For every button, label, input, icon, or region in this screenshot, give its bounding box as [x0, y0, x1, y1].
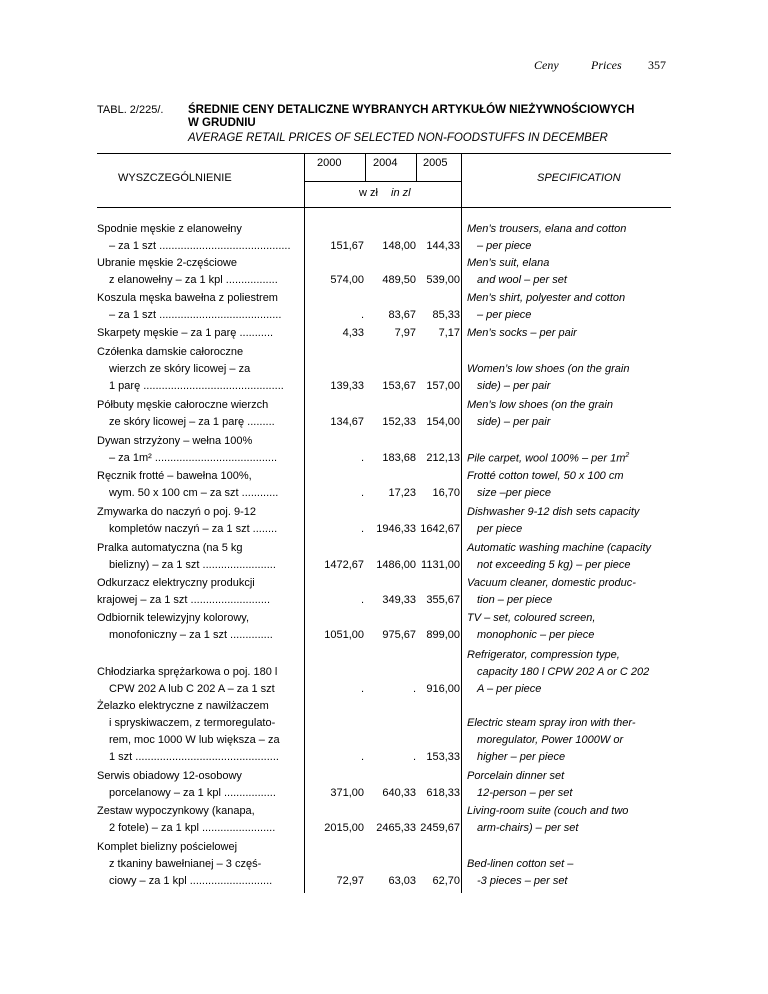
row-1-value-2004: 148,00 [382, 240, 416, 252]
row-12-en-line2: monophonic – per piece [477, 629, 595, 641]
row-16-en-line1: Living-room suite (couch and two [467, 805, 629, 817]
row-2-en-line1: Men’s suit, elana [467, 257, 550, 269]
column-header-en: SPECIFICATION [537, 172, 621, 184]
row-5-value-2005: 157,00 [426, 380, 460, 392]
header-mid-rule [304, 181, 461, 182]
row-1-en-line2: – per piece [477, 240, 532, 252]
row-7-en-superscript: 2 [625, 452, 630, 459]
row-9-en-line2: per piece [477, 523, 523, 535]
row-2-value-2000: 574,00 [330, 274, 364, 286]
row-17-value-2004: 63,03 [388, 875, 416, 887]
row-5-en-line2: side) – per pair [477, 380, 551, 392]
row-4-value-2005: 7,17 [438, 327, 460, 339]
row-11-value-2005: 355,67 [426, 594, 460, 606]
row-4-value-2004: 7,97 [394, 327, 416, 339]
col-divider-2-header [365, 153, 366, 181]
row-15-pl-line2: porcelanowy – za 1 kpl ................. [109, 787, 276, 799]
row-7-value-2005: 212,13 [426, 452, 460, 464]
row-13-en-line1: Refrigerator, compression type, [467, 649, 620, 661]
row-14-value-2000: . [360, 751, 364, 763]
row-8-value-2005: 16,70 [432, 487, 460, 499]
table-title-pl-line2: W GRUDNIU [188, 117, 256, 129]
year-2005-header: 2005 [423, 157, 448, 169]
unit-label-en: in zl [391, 187, 411, 199]
row-10-en-line2: not exceeding 5 kg) – per piece [477, 559, 631, 571]
row-6-en-line1: Men’s low shoes (on the grain [467, 399, 613, 411]
row-12-value-2005: 899,00 [426, 629, 460, 641]
row-10-value-2000: 1472,67 [324, 559, 364, 571]
row-16-value-2005: 2459,67 [420, 822, 460, 834]
row-2-value-2005: 539,00 [426, 274, 460, 286]
row-16-value-2004: 2465,33 [376, 822, 416, 834]
row-17-pl-line1: Komplet bielizny pościelowej [97, 841, 238, 853]
row-12-pl-line1: Odbiornik telewizyjny kolorowy, [97, 612, 250, 624]
row-13-pl-line2: CPW 202 A lub C 202 A – za 1 szt [109, 683, 275, 695]
row-11-value-2000: . [360, 594, 364, 606]
row-7-pl-line2: – za 1m² ........................................ [109, 452, 278, 464]
row-8-value-2000: . [360, 487, 364, 499]
row-7-en-text: Pile carpet, wool 100% – per 1m [467, 452, 626, 465]
row-14-pl-line3: rem, moc 1000 W lub większa – za [109, 734, 280, 746]
row-1-pl-line2: – za 1 szt ........................................... [109, 240, 291, 252]
row-13-value-2004: . [412, 683, 416, 695]
row-9-pl-line2: kompletów naczyń – za 1 szt ........ [109, 523, 278, 535]
page-number: 357 [648, 58, 666, 72]
table-title-pl-line1: ŚREDNIE CENY DETALICZNE WYBRANYCH ARTYKUŁÓW NIEŻYWNOŚCIOWYCH [188, 104, 635, 116]
row-14-value-2004: . [412, 751, 416, 763]
row-5-pl-line1: Czółenka damskie całoroczne [97, 346, 244, 358]
row-13-value-2005: 916,00 [426, 683, 460, 695]
row-15-en-line2: 12-person – per set [477, 787, 573, 799]
row-5-pl-line2: wierzch ze skóry licowej – za [109, 363, 251, 375]
col-divider-4 [461, 153, 462, 893]
row-2-en-line2: and wool – per set [477, 274, 567, 286]
row-5-value-2000: 139,33 [330, 380, 364, 392]
row-14-pl-line2: i spryskiwaczem, z termoregulato- [109, 717, 276, 729]
row-10-value-2004: 1486,00 [376, 559, 416, 571]
row-11-en-line2: tion – per piece [477, 594, 553, 606]
row-17-en-line2: -3 pieces – per set [477, 875, 568, 887]
row-3-value-2000: . [360, 309, 364, 321]
row-7-value-2004: 183,68 [382, 452, 416, 464]
row-7-pl-line1: Dywan strzyżony – wełna 100% [97, 435, 253, 447]
row-17-pl-line2: z tkaniny bawełnianej – 3 częś- [109, 858, 262, 870]
row-8-pl-line2: wym. 50 x 100 cm – za szt ............ [109, 487, 279, 499]
header-top-rule [97, 153, 671, 154]
row-9-value-2000: . [360, 523, 364, 535]
row-13-en-line2: capacity 180 l CPW 202 A or C 202 [477, 666, 650, 678]
column-header-pl: WYSZCZEGÓLNIENIE [118, 172, 232, 184]
row-5-value-2004: 153,67 [382, 380, 416, 392]
row-1-en-line1: Men’s trousers, elana and cotton [467, 223, 627, 235]
row-12-value-2000: 1051,00 [324, 629, 364, 641]
table-id: TABL. 2/225/. [97, 104, 164, 116]
running-header-en: Prices [591, 58, 622, 72]
row-17-en-line1: Bed-linen cotton set – [467, 858, 574, 870]
row-8-pl-line1: Ręcznik frotté – bawełna 100%, [97, 470, 252, 482]
row-15-en-line1: Porcelain dinner set [467, 770, 565, 782]
row-7-en-line1 [467, 452, 629, 465]
row-1-value-2000: 151,67 [330, 240, 364, 252]
row-9-pl-line1: Zmywarka do naczyń o poj. 9-12 [97, 506, 256, 518]
unit-label-pl: w zł [359, 187, 378, 199]
row-10-value-2005: 1131,00 [421, 559, 460, 571]
row-13-pl-line1: Chłodziarka sprężarkowa o poj. 180 l [97, 666, 278, 678]
row-8-en-line1: Frotté cotton towel, 50 x 100 cm [467, 470, 624, 482]
row-6-pl-line2: ze skóry licowej – za 1 parę ......... [109, 416, 275, 428]
row-3-value-2005: 85,33 [432, 309, 460, 321]
row-17-value-2005: 62,70 [432, 875, 460, 887]
row-12-pl-line2: monofoniczny – za 1 szt .............. [109, 629, 273, 641]
row-7-value-2000: . [360, 452, 364, 464]
row-15-value-2004: 640,33 [382, 787, 416, 799]
row-9-value-2005: 1642,67 [420, 523, 460, 535]
row-8-value-2004: 17,23 [388, 487, 416, 499]
row-11-pl-line2: krajowej – za 1 szt .......................... [97, 594, 270, 606]
row-14-en-line3: higher – per piece [477, 751, 566, 763]
row-1-value-2005: 144,33 [426, 240, 460, 252]
row-4-value-2000: 4,33 [342, 327, 364, 339]
table-title-en: AVERAGE RETAIL PRICES OF SELECTED NON-FOODSTUFFS IN DECEMBER [188, 132, 608, 144]
row-10-pl-line1: Pralka automatyczna (na 5 kg [97, 542, 243, 554]
row-16-value-2000: 2015,00 [324, 822, 364, 834]
row-5-pl-line3: 1 parę .............................................. [109, 380, 284, 392]
row-3-en-line1: Men’s shirt, polyester and cotton [467, 292, 626, 304]
row-3-value-2004: 83,67 [388, 309, 416, 321]
row-14-en-line2: moregulator, Power 1000W or [477, 734, 624, 746]
running-header-pl: Ceny [534, 58, 559, 72]
row-9-en-line1: Dishwasher 9-12 dish sets capacity [467, 506, 640, 518]
row-4-en-line1: Men’s socks – per pair [467, 327, 577, 339]
row-15-value-2000: 371,00 [330, 787, 364, 799]
row-8-en-line2: size –per piece [477, 487, 551, 499]
col-divider-3-header [416, 153, 417, 181]
year-2000-header: 2000 [317, 157, 342, 169]
row-16-pl-line1: Zestaw wypoczynkowy (kanapa, [97, 805, 255, 817]
row-17-value-2000: 72,97 [336, 875, 364, 887]
row-5-en-line1: Women’s low shoes (on the grain [467, 363, 630, 375]
row-4-pl-line1: Skarpety męskie – za 1 parę ........... [97, 327, 274, 339]
row-14-pl-line1: Żelazko elektryczne z nawilżaczem [97, 700, 269, 712]
row-10-pl-line2: bielizny) – za 1 szt ........................ [109, 559, 276, 571]
row-6-value-2004: 152,33 [382, 416, 416, 428]
row-14-en-line1: Electric steam spray iron with ther- [467, 717, 636, 729]
row-6-value-2005: 154,00 [426, 416, 460, 428]
year-2004-header: 2004 [373, 157, 398, 169]
row-14-pl-line4: 1 szt ............................................... [109, 751, 279, 763]
row-12-en-line1: TV – set, coloured screen, [467, 612, 596, 624]
row-3-pl-line1: Koszula męska bawełna z poliestrem [97, 292, 278, 304]
row-6-pl-line1: Półbuty męskie całoroczne wierzch [97, 399, 269, 411]
row-13-value-2000: . [360, 683, 364, 695]
row-3-en-line2: – per piece [477, 309, 532, 321]
row-15-value-2005: 618,33 [426, 787, 460, 799]
row-1-pl-line1: Spodnie męskie z elanowełny [97, 223, 242, 235]
row-11-en-line1: Vacuum cleaner, domestic produc- [467, 577, 636, 589]
row-11-value-2004: 349,33 [382, 594, 416, 606]
table-title-pl [188, 104, 708, 130]
row-11-pl-line1: Odkurzacz elektryczny produkcji [97, 577, 255, 589]
row-6-en-line2: side) – per pair [477, 416, 551, 428]
row-3-pl-line2: – za 1 szt ........................................ [109, 309, 282, 321]
row-16-pl-line2: 2 fotele) – za 1 kpl ........................ [109, 822, 276, 834]
row-10-en-line1: Automatic washing machine (capacity [467, 542, 652, 554]
row-15-pl-line1: Serwis obiadowy 12-osobowy [97, 770, 242, 782]
header-bottom-rule [97, 207, 671, 208]
row-2-pl-line1: Ubranie męskie 2-częściowe [97, 257, 237, 269]
row-16-en-line2: arm-chairs) – per set [477, 822, 579, 834]
row-17-pl-line3: ciowy – za 1 kpl ........................... [109, 875, 273, 887]
row-6-value-2000: 134,67 [330, 416, 364, 428]
row-2-value-2004: 489,50 [382, 274, 416, 286]
row-2-pl-line2: z elanowełny – za 1 kpl ................. [109, 274, 278, 286]
row-13-en-line3: A – per piece [477, 683, 542, 695]
row-12-value-2004: 975,67 [382, 629, 416, 641]
row-9-value-2004: 1946,33 [376, 523, 416, 535]
row-14-value-2005: 153,33 [426, 751, 460, 763]
